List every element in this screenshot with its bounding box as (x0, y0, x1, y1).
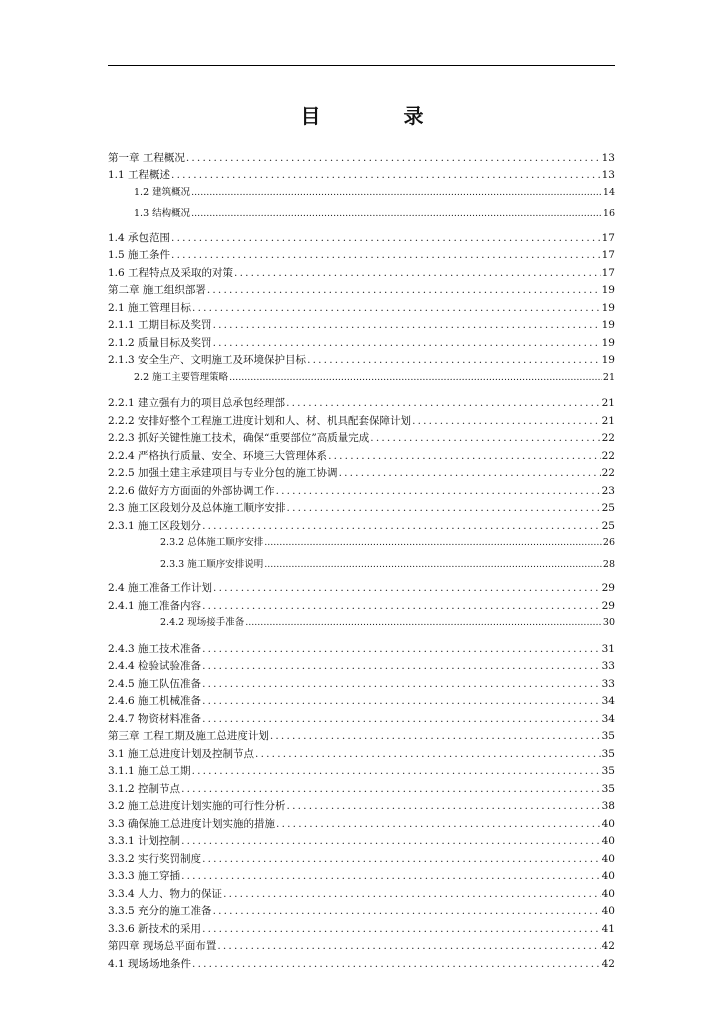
toc-entry-page: 25 (601, 519, 615, 532)
toc-entry (108, 319, 615, 331)
toc-entry-page: 40 (601, 870, 615, 882)
toc-entry (108, 800, 615, 812)
toc-entry-page: 40 (601, 852, 615, 865)
toc-entry-page: 21 (602, 371, 615, 383)
toc-dot-leader (223, 888, 601, 900)
toc-entry-title: 2.1 施工管理目标 (108, 301, 192, 314)
toc-entry-page: 22 (601, 432, 615, 444)
toc-entry-title: 2.1.2 质量目标及奖罚 (108, 336, 212, 349)
toc-entry-title: 3.3.1 计划控制 (108, 835, 181, 847)
toc-entry-title: 1.5 施工条件 (108, 249, 171, 261)
toc-entry (108, 169, 615, 181)
toc-entry (108, 187, 615, 199)
toc-entry-title: 2.4.1 施工准备内容 (108, 599, 202, 612)
toc-entry (108, 485, 615, 497)
toc-entry (108, 582, 615, 594)
toc-entry-page: 19 (601, 336, 615, 349)
toc-entry-title: 2.2.3 抓好关键性施工技术，确保“重要部位”高质量完成 (108, 432, 370, 444)
toc-entry (108, 713, 615, 725)
toc-dot-leader (202, 853, 601, 865)
toc-entry (108, 835, 615, 847)
toc-entry-page: 35 (601, 747, 615, 760)
toc-dot-leader (192, 958, 601, 970)
toc-entry-page: 25 (601, 502, 615, 514)
toc-entry-page: 17 (601, 266, 615, 279)
toc-dot-leader (202, 923, 601, 935)
toc-entry-page: 34 (601, 695, 615, 707)
toc-dot-leader (181, 870, 601, 882)
toc-dot-leader (191, 208, 602, 220)
toc-entry (108, 958, 615, 970)
toc-entry-title: 2.2.6 做好方方面面的外部协调工作 (108, 484, 275, 497)
toc-entry-page: 26 (602, 537, 615, 548)
toc-dot-leader (202, 643, 601, 655)
toc-entry-title: 2.3 施工区段划分及总体施工顺序安排 (108, 502, 286, 514)
toc-dot-leader (202, 713, 601, 725)
toc-dot-leader (217, 940, 600, 952)
toc-entry (108, 302, 615, 314)
toc-entry (108, 748, 615, 760)
toc-dot-leader (202, 678, 601, 690)
toc-entry-title: 第三章 工程工期及施工总进度计划 (108, 730, 269, 742)
toc-entry-title: 2.3.3 施工顺序安排说明 (160, 558, 264, 570)
toc-entry-title: 3.3.2 实行奖罚制度 (108, 852, 202, 865)
toc-entry-title: 2.2.4 严格执行质量、安全、环境三大管理体系 (108, 449, 328, 462)
toc-entry (108, 432, 615, 444)
toc-entry (108, 537, 615, 549)
toc-entry-page: 19 (601, 284, 615, 296)
toc-dot-leader (339, 467, 601, 479)
toc-entry-page: 31 (601, 642, 615, 655)
toc-entry-page: 17 (601, 249, 615, 261)
toc-entry-page: 42 (601, 957, 615, 970)
toc-entry (108, 450, 615, 462)
toc-entry (108, 249, 615, 261)
toc-entry (108, 354, 615, 366)
toc-entry-title: 4.1 现场场地条件 (108, 957, 192, 970)
toc-entry (108, 940, 615, 952)
toc-entry-title: 2.2.2 安排好整个工程施工进度计划和人、材、机具配套保障计划 (108, 414, 412, 427)
toc-entry-page: 14 (602, 186, 615, 198)
toc-dot-leader (245, 617, 602, 629)
toc-entry (108, 765, 615, 777)
toc-entry-title: 第二章 施工组织部署 (108, 284, 206, 296)
toc-entry (108, 208, 615, 220)
toc-entry-title: 2.4.2 现场接手准备 (160, 617, 245, 628)
toc-entry-title: 2.4.4 检验试验准备 (108, 660, 202, 672)
toc-entry-title: 2.3.2 总体施工顺序安排 (160, 537, 264, 548)
toc-entry-title: 3.2 施工总进度计划实施的可行性分析 (108, 800, 286, 812)
toc-entry (108, 617, 615, 629)
toc-dot-leader (287, 502, 601, 514)
toc-entry-page: 19 (601, 319, 615, 331)
toc-dot-leader (286, 397, 601, 409)
toc-entry-title: 2.2 施工主要管理策略 (134, 371, 229, 383)
toc-dot-leader (191, 187, 602, 199)
toc-entry-page: 38 (601, 800, 615, 812)
toc-entry-title: 2.4 施工准备工作计划 (108, 582, 213, 594)
toc-dot-leader (307, 354, 601, 366)
toc-entry-page: 35 (601, 782, 615, 795)
toc-entry (108, 397, 615, 409)
toc-entry-page: 42 (601, 940, 615, 952)
toc-dot-leader (192, 302, 601, 314)
toc-entry-title: 1.3 结构概况 (134, 208, 191, 219)
toc-dot-leader (264, 559, 602, 571)
toc-entry (108, 520, 615, 532)
toc-entry-title: 3.3.4 人力、物力的保证 (108, 887, 223, 900)
toc-dot-leader (171, 169, 601, 181)
toc-entry (108, 267, 615, 279)
toc-entry (108, 730, 615, 742)
toc-entry-page: 29 (601, 599, 615, 612)
toc-entry (108, 415, 615, 427)
toc-entry (108, 783, 615, 795)
toc-entry (108, 643, 615, 655)
toc-entry-page: 29 (601, 582, 615, 594)
toc-entry-page: 30 (602, 617, 615, 628)
toc-entry (108, 232, 615, 244)
toc-entry-page: 33 (601, 660, 615, 672)
toc-dot-leader (276, 485, 601, 497)
toc-dot-leader (412, 415, 601, 427)
toc-entry-title: 3.1.1 施工总工期 (108, 765, 191, 777)
toc-entry-title: 1.4 承包范围 (108, 231, 171, 244)
toc-entry-title: 2.3.1 施工区段划分 (108, 519, 202, 532)
toc-entry-title: 3.1.2 控制节点 (108, 782, 181, 795)
toc-entry-page: 40 (601, 835, 615, 847)
toc-entry-title: 2.1.1 工期目标及奖罚 (108, 319, 212, 331)
toc-entry-page: 40 (601, 887, 615, 900)
toc-dot-leader (287, 800, 601, 812)
toc-dot-leader (202, 660, 601, 672)
toc-entry-title: 3.1 施工总进度计划及控制节点 (108, 747, 255, 760)
toc-entry (108, 695, 615, 707)
toc-entry (108, 284, 615, 296)
toc-entry-page: 13 (601, 169, 615, 181)
toc-dot-leader (186, 152, 601, 164)
toc-entry-title: 第一章 工程概况 (108, 151, 185, 164)
toc-entry-title: 1.6 工程特点及采取的对策 (108, 266, 234, 279)
toc-entry-title: 1.1 工程概述 (108, 169, 171, 181)
toc-entry (108, 600, 615, 612)
toc-entry-title: 2.2.5 加强土建主承建项目与专业分包的施工协调 (108, 467, 338, 479)
toc-entry-title: 第四章 现场总平面布置 (108, 940, 217, 952)
toc-entry-page: 21 (601, 397, 615, 409)
toc-entry-page: 17 (601, 231, 615, 244)
toc-entry-title: 2.1.3 安全生产、文明施工及环境保护目标 (108, 354, 307, 366)
toc-entry (108, 152, 615, 164)
toc-entry (108, 905, 615, 917)
toc-entry (108, 467, 615, 479)
toc-entry-page: 40 (601, 817, 615, 830)
toc-dot-leader (171, 232, 601, 244)
toc-dot-leader (207, 284, 601, 296)
toc-entry-page: 40 (601, 905, 615, 917)
toc-entry-page: 22 (601, 449, 615, 462)
toc-entry-page: 16 (602, 208, 615, 219)
toc-entry-title: 2.4.6 施工机械准备 (108, 695, 202, 707)
toc-dot-leader (192, 765, 601, 777)
toc-entry-page: 19 (601, 354, 615, 366)
toc-entry (108, 559, 615, 571)
toc-entry-title: 2.4.5 施工队伍准备 (108, 677, 202, 690)
toc-dot-leader (270, 730, 601, 742)
toc-entry (108, 853, 615, 865)
toc-entry-title: 2.4.7 物资材料准备 (108, 712, 202, 725)
toc-entry (108, 678, 615, 690)
toc-entry (108, 660, 615, 672)
toc-dot-leader (181, 835, 601, 847)
page-title: 目 录 (300, 104, 462, 128)
toc-entry-page: 21 (601, 414, 615, 427)
toc-dot-leader (213, 337, 601, 349)
toc-dot-leader (328, 450, 601, 462)
toc-entry-title: 2.2.1 建立强有力的项目总承包经理部 (108, 397, 286, 409)
toc-entry-title: 1.2 建筑概况 (134, 186, 191, 198)
toc-entry-page: 34 (601, 712, 615, 725)
toc-dot-leader (202, 695, 601, 707)
toc-entry-page: 35 (601, 765, 615, 777)
toc-entry-page: 23 (601, 484, 615, 497)
header-rule (108, 65, 615, 66)
toc-dot-leader (264, 537, 602, 549)
toc-entry-page: 19 (601, 301, 615, 314)
toc-entry-title: 3.3.6 新技术的采用 (108, 922, 202, 935)
toc-dot-leader (202, 520, 601, 532)
toc-entry (108, 923, 615, 935)
toc-dot-leader (234, 267, 601, 279)
toc-dot-leader (213, 319, 601, 331)
toc-entry (108, 372, 615, 384)
toc-entry-page: 35 (601, 730, 615, 742)
toc-entry-title: 3.3.3 施工穿插 (108, 870, 181, 882)
toc-dot-leader (181, 783, 601, 795)
toc-entry-page: 41 (601, 922, 615, 935)
table-of-contents (108, 146, 615, 970)
toc-entry (108, 337, 615, 349)
toc-entry-page: 33 (601, 677, 615, 690)
toc-dot-leader (171, 249, 601, 261)
toc-dot-leader (202, 600, 601, 612)
toc-entry (108, 870, 615, 882)
toc-entry-page: 13 (601, 151, 615, 164)
toc-dot-leader (255, 748, 601, 760)
toc-entry (108, 888, 615, 900)
toc-dot-leader (370, 432, 600, 444)
toc-dot-leader (213, 905, 601, 917)
toc-dot-leader (229, 372, 602, 384)
toc-entry-title: 3.3 确保施工总进度计划实施的措施 (108, 817, 276, 830)
toc-entry-page: 28 (602, 558, 615, 570)
toc-entry-title: 2.4.3 施工技术准备 (108, 642, 202, 655)
toc-entry (108, 818, 615, 830)
toc-entry-page: 22 (601, 467, 615, 479)
toc-dot-leader (213, 582, 601, 594)
toc-entry-title: 3.3.5 充分的施工准备 (108, 905, 212, 917)
toc-entry (108, 502, 615, 514)
toc-dot-leader (276, 818, 601, 830)
